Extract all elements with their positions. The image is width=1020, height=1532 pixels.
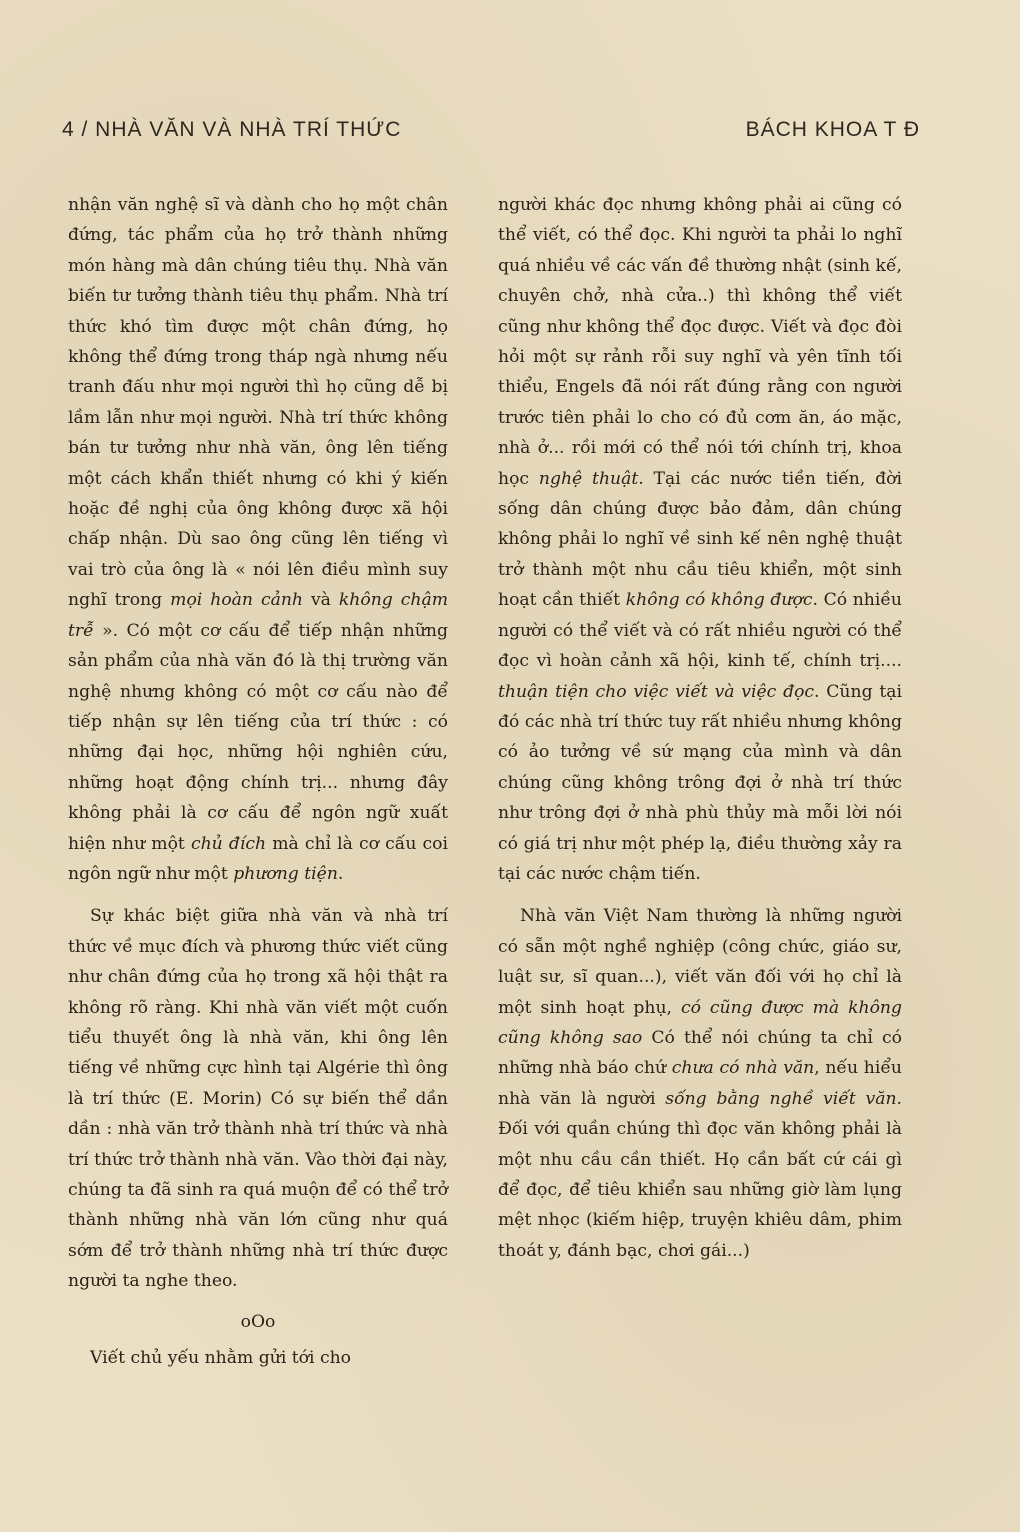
text-run: người khác đọc nhưng không phải ai cũng có thể viết, có thể đọc. Khi người ta phải lo nghĩ quá nhiều về các vấn đề thường nhật (sinh kế, chuyên chở, nhà cửa..) thì không thể viết cũng như không thể đọc được. Viết và đọc đòi hỏi một sự rảnh rỗi suy nghĩ và yên tĩnh tối thiểu, Engels đã nói rất đúng rằng con người trước tiên phải lo cho có đủ cơm ăn, áo mặc, nhà ở... rồi mới có thể nói tới chính trị, khoa học <box>498 195 902 489</box>
italic-run: không có không được <box>625 590 813 611</box>
italic-run: sống bằng nghề viết văn <box>665 1088 897 1109</box>
left-paragraph-2: Sự khác biệt giữa nhà văn và nhà trí thức về mục đích và phương thức viết cũng như chân đứng của họ trong xã hội thật ra không rõ ràng. Khi nhà văn viết một cuốn tiểu thuyết ông là nhà văn, khi ông lên tiếng về những cực hình tại Algérie thì ông là trí thức (E. Morin) Có sự biến thể dần dần : nhà văn trở thành nhà trí thức và nhà trí thức trở thành nhà văn. Vào thời đại này, chúng ta đã sinh ra quá muộn để có thể trở thành những nhà văn lớn cũng như quá sớm để trở thành những nhà trí thức được người ta nghe theo. <box>68 906 448 1292</box>
italic-run: thuận tiện cho việc viết và việc đọc <box>498 681 815 702</box>
header-magazine-title: BÁCH KHOA T Đ <box>745 118 920 141</box>
left-paragraph-1 <box>68 190 448 889</box>
italic-run: chủ đích <box>190 833 267 854</box>
right-column <box>498 190 902 1266</box>
text-run: và <box>302 590 339 611</box>
right-paragraph-2 <box>498 901 902 1266</box>
text-run: . Cũng tại đó các nhà trí thức tuy rất nhiều nhưng không có ảo tưởng về sứ mạng của mình và dân chúng cũng không trông đợi ở nhà trí thức như trông đợi ở nhà phù thủy mà mỗi lời nói có giá trị như một phép lạ, điều thường xảy ra tại các nước chậm tiến. <box>498 681 902 884</box>
text-run: mà chỉ là cơ cấu coi ngôn ngữ như một <box>68 833 448 884</box>
text-run: , nếu hiểu nhà văn là người <box>498 1058 902 1109</box>
italic-run: chưa có nhà văn <box>671 1058 815 1079</box>
section-divider: oOo <box>240 1311 276 1332</box>
text-run: Có thể nói chúng ta chỉ có những nhà báo chứ <box>498 1027 902 1079</box>
text-run: . Đối với quần chúng thì đọc văn không phải là một nhu cầu cần thiết. Họ cần bất cứ cái gì để đọc, để tiêu khiển sau những giờ làm lụng mệt nhọc (kiếm hiệp, truyện khiêu dâm, phim thoát y, đánh bạc, chơi gái...) <box>498 1088 903 1261</box>
left-paragraph-3: Viết chủ yếu nhằm gửi tới cho <box>90 1348 352 1369</box>
italic-run: có cũng được mà không cũng không sao <box>498 997 902 1048</box>
header-page-title: 4 / NHÀ VĂN VÀ NHÀ TRÍ THỨC <box>62 118 402 141</box>
italic-run: không chậm trễ <box>68 590 449 641</box>
text-run: Nhà văn Việt Nam thường là những người có sẵn một nghề nghiệp (công chức, giáo sư, luật sư, sĩ quan...), viết văn đối với họ chỉ là một sinh hoạt phụ, <box>498 906 902 1018</box>
italic-run: mọi hoàn cảnh <box>170 590 303 611</box>
text-run: ». Có một cơ cấu để tiếp nhận những sản phẩm của nhà văn đó là thị trường văn nghệ nhưng không có một cơ cấu nào để tiếp nhận sự lên tiếng của trí thức : có những đại học, những hội nghiên cứu, những hoạt động chính trị... nhưng đây không phải là cơ cấu để ngôn ngữ xuất hiện như một <box>68 620 448 854</box>
left-column <box>68 190 448 1373</box>
text-run: . <box>337 863 344 884</box>
text-run: . Có nhiều người có thể viết và có rất nhiều người có thể đọc vì hoàn cảnh xã hội, kinh tế, chính trị.... <box>498 590 903 672</box>
italic-run: nghệ thuật <box>538 468 639 489</box>
text-run: . Tại các nước tiền tiến, đời sống dân chúng được bảo đảm, dân chúng không phải lo nghĩ về sinh kế nên nghệ thuật trở thành một nhu cầu tiêu khiển, một sinh hoạt cần thiết <box>498 468 902 611</box>
right-paragraph-1 <box>498 190 902 889</box>
italic-run: phương tiện <box>233 863 338 884</box>
text-run: nhận văn nghệ sĩ và dành cho họ một chân đứng, tác phẩm của họ trở thành những món hàng mà dân chúng tiêu thụ. Nhà văn biến tư tưởng thành tiêu thụ phẩm. Nhà trí thức khó tìm được một chân đứng, họ không thể đứng trong tháp ngà nhưng nếu tranh đấu như mọi người thì họ cũng dễ bị lầm lẫn như mọi người. Nhà trí thức không bán tư tưởng như nhà văn, ông lên tiếng một cách khẩn thiết nhưng có khi ý kiến hoặc đề nghị của ông không được xã hội chấp nhận. Dù sao ông cũng lên tiếng vì vai trò của ông là « nói lên điều mình suy nghĩ trong <box>68 195 448 611</box>
